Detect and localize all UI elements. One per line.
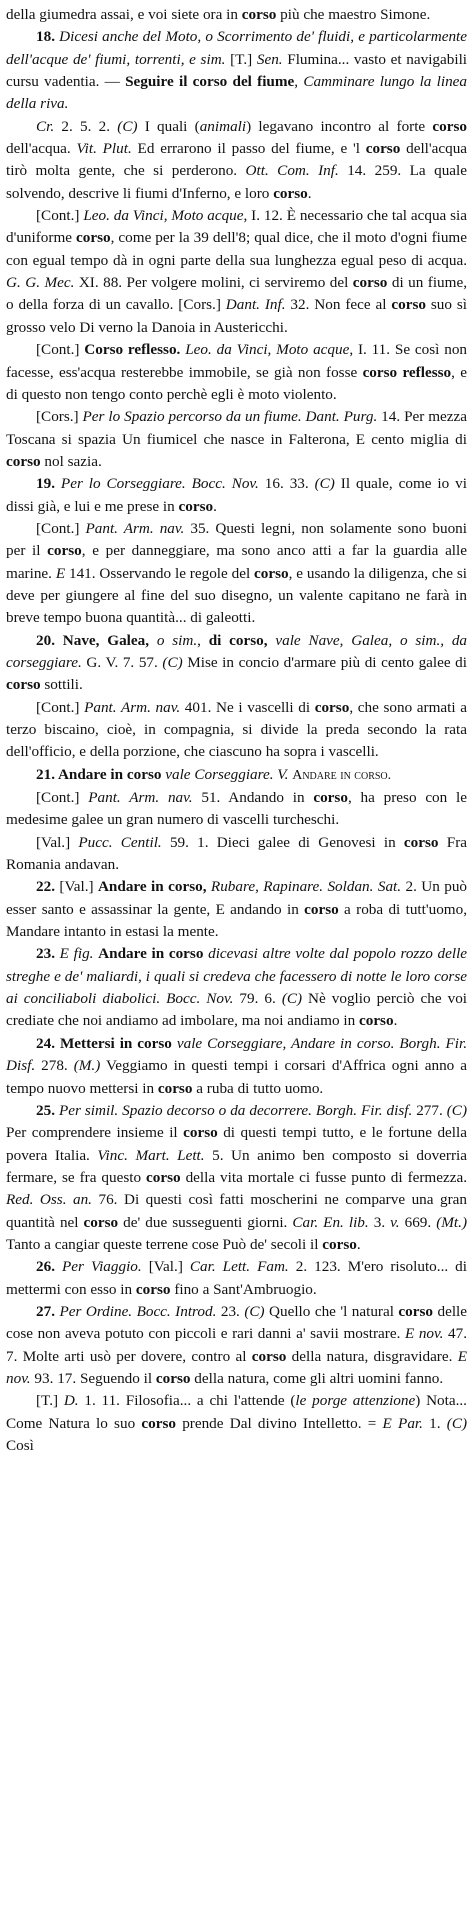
paragraph-sense-25: 25. Per simil. Spazio decorso o da decorrere. Borgh. Fir. disf. 277. (C) Per comprendere insieme il corso di questi tempi tutto, e le fortune della povera Italia. Vinc. Mart. Lett. 5. Un animo ben composto si doverria fermare, se fra questo corso della vita mortale ci fusse punto di fermezza. Red. Oss. an. 76. Di questi così fatti moscherini ne comparve una gran quantità nel corso de' due susseguenti giorni. Car. En. lib. 3. v. 669. (Mt.) Tanto a cangiar queste terrene cose Può de' secoli il corso. bbox=[6, 1101, 468, 1253]
bold-run: corso bbox=[47, 542, 82, 560]
italic-run: Rapinare. Soldan. Sat. bbox=[263, 878, 402, 896]
italic-run: Pant. Arm. nav. bbox=[85, 519, 185, 537]
paragraph-sense-27: 27. Per Ordine. Bocc. Introd. 23. (C) Quello che 'l natural corso delle cose non aveva potuto con piccoli e rari danni a' savii mostrare. E nov. 47. 7. Molte arti usò per dovere, contro al corso della natura, disgravidare. E nov. 93. 17. Seguendo il corso della natura, come gli altri uomini fanno. bbox=[6, 1302, 468, 1387]
italic-run: (C) bbox=[446, 1414, 468, 1432]
paragraph-citation: Cr. 2. 5. 2. (C) I quali (animali) legavano incontro al forte corso dell'acqua. Vit. Plut. Ed errarono il passo del fiume, e 'l corso dell'acqua tirò molta gente, che si perderono. Ott. Com. Inf. 14. 259. La quale solvendo, descrive li fiumi d'Inferno, e loro corso. bbox=[6, 117, 468, 202]
paragraph-sense-22: 22. [Val.] Andare in corso, Rubare, Rapinare. Soldan. Sat. 2. Un può esser santo e assassinar la gente, E andando in corso a roba di tutt'uomo, Mandare intanto in estasi la mente. bbox=[6, 878, 468, 941]
bold-run: 26. bbox=[36, 1258, 55, 1276]
italic-run: Car. En. lib. bbox=[292, 1213, 369, 1231]
bold-run: corso reflesso bbox=[362, 363, 452, 381]
bold-run: Andare in corso, bbox=[97, 878, 207, 896]
bold-run: 24. Mettersi in corso bbox=[36, 1034, 172, 1052]
paragraph-citation: [Cont.] Leo. da Vinci, Moto acque, I. 12. È necessario che tal acqua sia d'uniforme corso, come per la 39 dell'8; qual dice, che il moto d'ogni fiume con egual tempo dà in ogni parte della sua lunghezza egual peso di acqua. G. G. Mec. XI. 88. Per volgere molini, ci serviremo del corso di un fiume, o della forza di un cavallo. [Cors.] Dant. Inf. 32. Non fece al corso suo sì grosso velo Di verno la Danoia in Austericchi. bbox=[6, 207, 468, 336]
bold-run: corso bbox=[146, 1168, 181, 1186]
italic-run: v. bbox=[390, 1213, 400, 1231]
bold-run: corso bbox=[432, 117, 468, 135]
paragraph-sense-19: 19. Per lo Corseggiare. Bocc. Nov. 16. 33. (C) Il quale, come io vi dissi già, e lui e me prese in corso. bbox=[6, 475, 467, 515]
bold-run: corso bbox=[398, 1302, 434, 1320]
bold-run: corso bbox=[314, 698, 350, 716]
italic-run: Vit. Plut. bbox=[76, 140, 132, 158]
italic-run: E bbox=[55, 564, 66, 582]
italic-run: D. bbox=[63, 1392, 79, 1410]
paragraph-sense-23: 23. E fig. Andare in corso dicevasi altre volte dal popolo rozzo delle streghe e de' maliardi, i quali si credeva che facessero di notte le loro corse ai conciliaboli diabolici. Bocc. Nov. 79. 6. (C) Nè voglio perciò che voi crediate che noi andiamo ad imbolare, ma noi andiamo in corso. bbox=[6, 945, 468, 1030]
italic-run: le porge attenzione bbox=[295, 1392, 416, 1410]
italic-run: (M.) bbox=[73, 1057, 101, 1075]
italic-run: (Mt.) bbox=[436, 1213, 468, 1231]
bold-run: 19. bbox=[36, 475, 55, 493]
italic-run: Vinc. Mart. Lett. bbox=[97, 1146, 205, 1164]
bold-run: corso bbox=[6, 676, 41, 694]
bold-run: corso bbox=[241, 6, 277, 23]
italic-run: (C) bbox=[162, 653, 183, 671]
italic-run: Sen. bbox=[256, 50, 283, 68]
italic-run: Pucc. Centil. bbox=[78, 833, 162, 851]
bold-run: 23. bbox=[36, 945, 55, 963]
paragraph-citation: [Cors.] Per lo Spazio percorso da un fiume. Dant. Purg. 14. Per mezza Toscana si spazia Un fiumicel che nasce in Falterona, E cento miglia di corso nol sazia. bbox=[6, 408, 468, 470]
bold-run: corso bbox=[141, 1414, 176, 1432]
italic-run: Cr. bbox=[36, 117, 55, 135]
italic-run: (C) bbox=[281, 990, 303, 1008]
bold-run: Corso reflesso. bbox=[84, 341, 181, 359]
paragraph-citation: [Cont.] Pant. Arm. nav. 51. Andando in corso, ha preso con le medesime galee un gran numero di vascelli turcheschi. bbox=[6, 789, 467, 829]
italic-run: vale Corseggiare, Andare in corso. Borgh. Fir. Disf. bbox=[6, 1034, 467, 1075]
bold-run: di corso, bbox=[208, 631, 268, 649]
paragraph-sense-26: 26. Per Viaggio. [Val.] Car. Lett. Fam. 2. 123. M'ero risoluto... di mettermi con esso in corso fino a Sant'Ambruogio. bbox=[6, 1258, 467, 1298]
italic-run: Dicesi anche del Moto, o Scorrimento de' fluidi, e particolarmente dell'acque de' fiumi, torrenti, e sim. bbox=[6, 28, 467, 68]
bold-run: corso bbox=[358, 1012, 394, 1030]
italic-run: Per Ordine. Bocc. Introd. bbox=[59, 1302, 217, 1320]
bold-run: corso bbox=[6, 452, 41, 470]
bold-run: 27. bbox=[36, 1302, 55, 1320]
bold-run: corso bbox=[304, 900, 339, 918]
italic-run: (C) bbox=[446, 1101, 467, 1119]
bold-run: corso bbox=[322, 1235, 357, 1253]
italic-run: E nov. bbox=[404, 1325, 444, 1343]
paragraph-citation: [Val.] Pucc. Centil. 59. 1. Dieci galee di Genovesi in corso Fra Romania andavan. bbox=[6, 833, 467, 874]
bold-run: 25. bbox=[36, 1101, 55, 1119]
bold-run: 20. Nave, Galea, bbox=[36, 631, 150, 649]
italic-run: E nov. bbox=[6, 1347, 467, 1387]
italic-run: Per lo Spazio percorso da un fiume. Dant. Purg. bbox=[82, 408, 378, 426]
italic-run: Car. Lett. Fam. bbox=[189, 1258, 289, 1276]
italic-run: Camminare lungo la linea della riva. bbox=[6, 73, 468, 113]
bold-run: corso bbox=[365, 140, 401, 158]
bold-run: corso bbox=[391, 296, 426, 314]
paragraph-sense-21 bbox=[6, 764, 467, 787]
paragraph-continuation: della giumedra assai, e voi siete ora in corso più che maestro Simone. bbox=[6, 6, 431, 23]
bold-run: corso bbox=[135, 1280, 171, 1298]
italic-run: (C) bbox=[117, 117, 138, 135]
bold-run: corso bbox=[273, 184, 308, 202]
italic-run: Rubare bbox=[210, 878, 256, 896]
bold-run: corso bbox=[254, 564, 289, 582]
bold-run: corso bbox=[403, 833, 439, 851]
paragraph-sense-24: 24. Mettersi in corso vale Corseggiare, Andare in corso. Borgh. Fir. Disf. 278. (M.) Veggiamo in questi tempi i corsari d'Affrica ogni anno a tempo nuovo mettersi in corso a ruba di tutto uomo. bbox=[6, 1034, 468, 1097]
paragraph-citation: [T.] D. 1. 11. Filosofia... a chi l'attende (le porge attenzione) Nota... Come Natura lo suo corso prende Dal divino Intelletto. = E Par. 1. (C) Così bbox=[6, 1392, 468, 1454]
italic-run: Dant. Inf. bbox=[225, 296, 286, 314]
italic-run: Per simil. Spazio decorso o da decorrere. Borgh. Fir. disf. bbox=[58, 1101, 413, 1119]
italic-run: Red. Oss. an. bbox=[6, 1191, 92, 1209]
italic-run: Per Viaggio. bbox=[62, 1258, 142, 1276]
italic-run: dicevasi altre volte dal popolo rozzo delle streghe e de' maliardi, i quali si credeva che facessero di notte le loro corse ai conciliaboli diabolici. Bocc. Nov. bbox=[6, 945, 468, 1008]
italic-run: (C) bbox=[244, 1302, 265, 1320]
italic-run: o sim. bbox=[156, 631, 198, 649]
italic-run: Per lo Corseggiare. Bocc. Nov. bbox=[60, 475, 259, 493]
bold-run: corso bbox=[183, 1124, 218, 1142]
italic-run: vale Nave, Galea, o sim., da corseggiare. bbox=[6, 631, 468, 671]
bold-run: 18. bbox=[36, 28, 55, 46]
bold-run: corso bbox=[352, 274, 388, 292]
paragraph-sense-18: 18. Dicesi anche del Moto, o Scorrimento de' fluidi, e particolarmente dell'acque de' fiumi, torrenti, e sim. [T.] Sen. Flumina... vasto et navigabili cursu vadentia. — Seguire il corso del fiume, Camminare lungo la linea della riva. bbox=[6, 28, 468, 113]
italic-run: animali bbox=[199, 117, 247, 135]
bold-run: Andare in corso bbox=[98, 945, 204, 963]
bold-run: corso bbox=[157, 1079, 193, 1097]
bold-run: corso bbox=[83, 1213, 119, 1231]
italic-run: Pant. Arm. nav. bbox=[88, 789, 193, 807]
bold-run: corso bbox=[76, 229, 111, 247]
italic-run: Leo. da Vinci, Moto acque bbox=[185, 341, 350, 359]
bold-run: corso bbox=[313, 789, 348, 807]
italic-run: vale Corseggiare. V. bbox=[165, 765, 289, 783]
italic-run: Pant. Arm. nav. bbox=[84, 698, 181, 716]
italic-run: Ott. Com. Inf. bbox=[245, 162, 339, 180]
italic-run: (C) bbox=[314, 475, 335, 493]
paragraph-citation: [Cont.] Pant. Arm. nav. 35. Questi legni, non solamente sono buoni per il corso, e per danneggiare, ma sono anco atti a far la guardia alle marine. E 141. Osservando le regole del corso, e usando la diligenza, che si deve per giungere al fine del suo disegno, un valente capitano ne farà in breve tempo buona quantità... di galeotti. bbox=[6, 519, 467, 627]
bold-run: corso bbox=[155, 1369, 191, 1387]
paragraph-sense-20: 20. Nave, Galea, o sim., di corso, vale Nave, Galea, o sim., da corseggiare. G. V. 7. 57. (C) Mise in concio d'armare più di cento galee di corso sottili. bbox=[6, 631, 468, 694]
italic-run: E fig. bbox=[59, 945, 94, 963]
italic-run: E Par. bbox=[382, 1414, 423, 1432]
italic-run: Leo. da Vinci, Moto acque bbox=[83, 207, 244, 225]
paragraph-citation: [Cont.] Pant. Arm. nav. 401. Ne i vascelli di corso, che sono armati a terzo biscaino, cioè, in compagnia, si divide la preda secondo la rata dell'officio, e della porzione, che ciascuno ha sopra i vascelli. bbox=[6, 698, 467, 761]
small-caps-run: Andare in corso. bbox=[292, 767, 392, 783]
bold-run: 21. Andare in corso bbox=[36, 765, 162, 783]
bold-run: Seguire il corso del fiume bbox=[125, 73, 295, 91]
bold-run: 22. bbox=[36, 878, 55, 896]
italic-run: G. G. Mec. bbox=[6, 274, 75, 292]
bold-run: corso bbox=[178, 497, 214, 515]
paragraph-citation: [Cont.] Corso reflesso. Leo. da Vinci, Moto acque, I. 11. Se così non facesse, ess'acqua resterebbe immobile, se già non fosse corso reflesso, e di questo non tengo conto perchè egli è moto violento. bbox=[6, 341, 468, 403]
bold-run: corso bbox=[251, 1347, 287, 1365]
